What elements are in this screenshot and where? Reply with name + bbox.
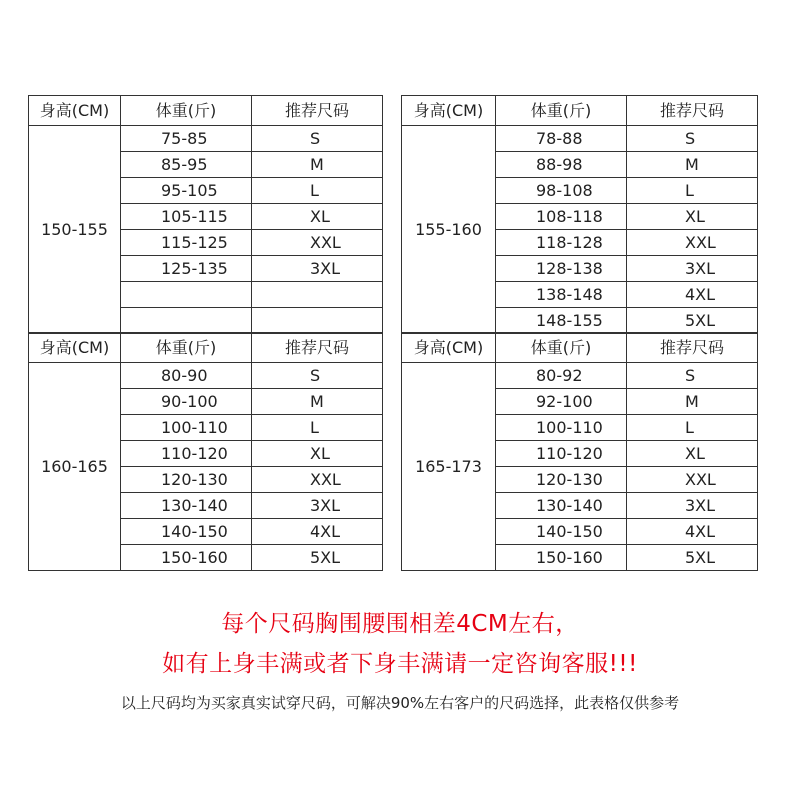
height-header: 身高(CM)	[29, 96, 121, 126]
size-cell: XXL	[252, 230, 383, 256]
size-cell: 5XL	[627, 308, 758, 334]
weight-header: 体重(斤)	[496, 96, 627, 126]
notice-line-2: 如有上身丰满或者下身丰满请一定咨询客服!!!	[162, 651, 638, 677]
weight-cell: 150-160	[496, 545, 627, 571]
weight-cell: 80-92	[496, 363, 627, 389]
height-header: 身高(CM)	[402, 333, 496, 363]
size-cell: 4XL	[252, 519, 383, 545]
size-header: 推荐尺码	[627, 96, 758, 126]
height-range-cell: 160-165	[29, 363, 121, 571]
weight-header: 体重(斤)	[496, 333, 627, 363]
size-cell: L	[627, 415, 758, 441]
size-cell: M	[627, 152, 758, 178]
size-cell: 5XL	[252, 545, 383, 571]
table-row	[29, 363, 383, 389]
size-cell: S	[252, 363, 383, 389]
weight-cell: 130-140	[496, 493, 627, 519]
size-table-160-165	[28, 332, 383, 571]
weight-cell: 95-105	[121, 178, 252, 204]
height-range-cell: 150-155	[29, 126, 121, 334]
size-cell: XXL	[627, 230, 758, 256]
table-header-row	[402, 333, 758, 363]
size-cell: S	[627, 126, 758, 152]
weight-cell: 100-110	[121, 415, 252, 441]
weight-cell: 125-135	[121, 256, 252, 282]
weight-cell: 75-85	[121, 126, 252, 152]
weight-cell: 90-100	[121, 389, 252, 415]
size-cell: S	[252, 126, 383, 152]
weight-cell: 98-108	[496, 178, 627, 204]
height-header: 身高(CM)	[402, 96, 496, 126]
size-header: 推荐尺码	[627, 333, 758, 363]
size-cell: 4XL	[627, 519, 758, 545]
size-table-165-173	[401, 332, 758, 571]
weight-header: 体重(斤)	[121, 333, 252, 363]
weight-cell	[121, 282, 252, 308]
weight-cell: 148-155	[496, 308, 627, 334]
weight-cell: 105-115	[121, 204, 252, 230]
height-header: 身高(CM)	[29, 333, 121, 363]
weight-cell: 140-150	[121, 519, 252, 545]
size-table-150-155	[28, 95, 383, 334]
weight-cell: 140-150	[496, 519, 627, 545]
size-cell: XXL	[627, 467, 758, 493]
size-cell: XL	[252, 204, 383, 230]
size-cell	[252, 308, 383, 334]
size-cell: M	[252, 152, 383, 178]
size-cell: L	[252, 178, 383, 204]
size-cell: 3XL	[627, 493, 758, 519]
table-row	[29, 126, 383, 152]
size-cell	[252, 282, 383, 308]
size-header: 推荐尺码	[252, 333, 383, 363]
height-range-cell: 155-160	[402, 126, 496, 334]
weight-cell: 92-100	[496, 389, 627, 415]
size-cell: S	[627, 363, 758, 389]
size-table-155-160	[401, 95, 758, 334]
height-range-cell: 165-173	[402, 363, 496, 571]
size-cell: 3XL	[252, 493, 383, 519]
size-cell: 3XL	[252, 256, 383, 282]
weight-cell: 128-138	[496, 256, 627, 282]
weight-cell: 110-120	[121, 441, 252, 467]
size-cell: 4XL	[627, 282, 758, 308]
weight-cell: 80-90	[121, 363, 252, 389]
weight-cell: 130-140	[121, 493, 252, 519]
weight-cell: 120-130	[121, 467, 252, 493]
size-cell: L	[252, 415, 383, 441]
size-cell: 3XL	[627, 256, 758, 282]
weight-cell: 115-125	[121, 230, 252, 256]
weight-cell: 150-160	[121, 545, 252, 571]
weight-cell: 88-98	[496, 152, 627, 178]
table-row	[402, 363, 758, 389]
size-cell: XL	[627, 204, 758, 230]
table-header-row	[29, 333, 383, 363]
size-cell: L	[627, 178, 758, 204]
size-cell: 5XL	[627, 545, 758, 571]
weight-cell: 85-95	[121, 152, 252, 178]
weight-cell: 100-110	[496, 415, 627, 441]
weight-cell: 108-118	[496, 204, 627, 230]
size-header: 推荐尺码	[252, 96, 383, 126]
table-header-row	[402, 96, 758, 126]
size-cell: XXL	[252, 467, 383, 493]
weight-cell: 78-88	[496, 126, 627, 152]
size-cell: XL	[627, 441, 758, 467]
weight-cell: 138-148	[496, 282, 627, 308]
weight-cell	[121, 308, 252, 334]
notice-line-1: 每个尺码胸围腰围相差4CM左右，	[221, 611, 579, 637]
table-row	[402, 126, 758, 152]
size-cell: XL	[252, 441, 383, 467]
weight-cell: 120-130	[496, 467, 627, 493]
size-cell: M	[627, 389, 758, 415]
weight-cell: 118-128	[496, 230, 627, 256]
weight-header: 体重(斤)	[121, 96, 252, 126]
table-header-row	[29, 96, 383, 126]
size-cell: M	[252, 389, 383, 415]
weight-cell: 110-120	[496, 441, 627, 467]
footnote: 以上尺码均为买家真实试穿尺码，可解决90%左右客户的尺码选择，此表格仅供参考	[120, 694, 680, 712]
